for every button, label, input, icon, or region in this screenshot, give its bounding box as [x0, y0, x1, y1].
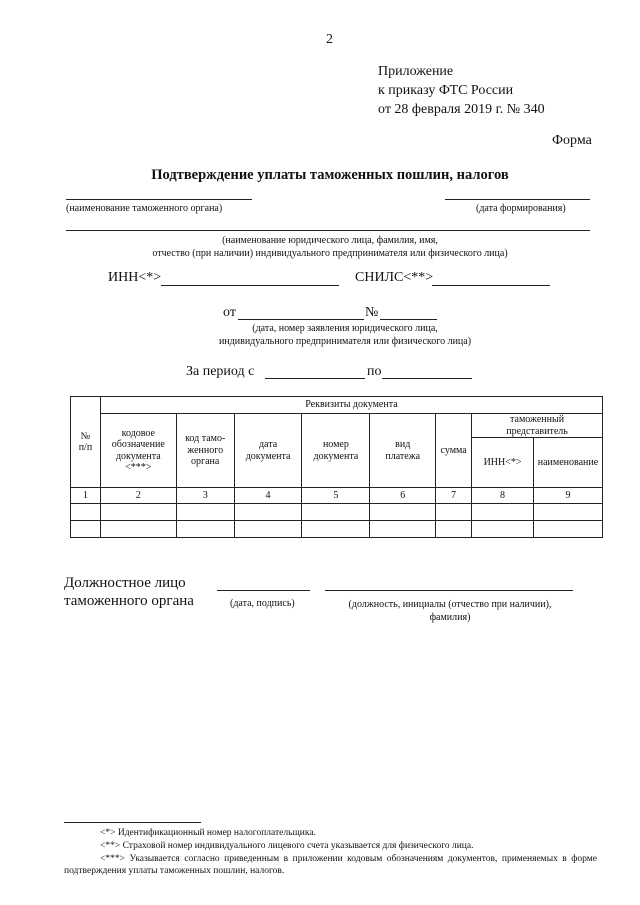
footnote-2: <**> Страховой номер индивидуального лицевого счета указывается для физического лица. — [100, 841, 474, 851]
period-from-line[interactable] — [265, 378, 365, 379]
payments-table — [70, 396, 603, 538]
date-formed-line[interactable] — [445, 199, 590, 200]
col-number-3: 3 — [176, 488, 234, 504]
footnote-3: <***> Указывается согласно приведенным в приложении кодовым обозначениям документов, применяемых в форме подтверждения уплаты таможенных пошлин, налогов. — [64, 854, 597, 877]
position-caption-line-1: (должность, инициалы (отчество при наличии), — [348, 599, 552, 610]
customs-body-caption: (наименование таможенного органа) — [66, 203, 223, 214]
date-formed-caption: (дата формирования) — [476, 203, 566, 214]
application-date-line[interactable] — [238, 319, 364, 320]
date-signature-caption: (дата, подпись) — [230, 598, 295, 609]
application-caption-line-2: индивидуального предпринимателя или физического лица) — [218, 336, 472, 347]
col-number-4: 4 — [234, 488, 302, 504]
position-caption — [330, 598, 570, 624]
customs-body-line[interactable] — [66, 199, 252, 200]
payer-name-line[interactable] — [66, 230, 590, 231]
date-signature-line[interactable] — [217, 590, 310, 591]
header-customs-code: код тамо- женного органа — [176, 414, 234, 488]
position-caption-line-2: фамилия) — [429, 612, 471, 623]
inn-line[interactable] — [161, 285, 339, 286]
header-customs-representative: таможенный представитель — [472, 414, 603, 438]
table-row[interactable] — [71, 504, 603, 521]
header-num: № п/п — [71, 397, 101, 488]
header-code: кодовое обозначение документа <***> — [100, 414, 176, 488]
col-number-9: 9 — [533, 488, 602, 504]
col-number-8: 8 — [472, 488, 534, 504]
payer-caption-line-1: (наименование юридического лица, фамилия, имя, — [222, 235, 438, 246]
official-label — [64, 574, 194, 610]
official-label-line-2: таможенного органа — [64, 593, 194, 609]
col-number-5: 5 — [302, 488, 370, 504]
form-label: Форма — [552, 133, 592, 148]
col-number-7: 7 — [436, 488, 472, 504]
snils-label: СНИЛС<**> — [355, 270, 434, 285]
application-number-line[interactable] — [380, 319, 437, 320]
period-label: За период с — [186, 364, 255, 379]
appendix-header — [378, 62, 545, 119]
appendix-line-3: от 28 февраля 2019 г. № 340 — [378, 102, 545, 117]
period-to-line[interactable] — [382, 378, 472, 379]
col-number-2: 2 — [100, 488, 176, 504]
from-label: от — [223, 305, 236, 320]
form-title: Подтверждение уплаты таможенных пошлин, налогов — [151, 167, 509, 183]
col-number-1: 1 — [71, 488, 101, 504]
appendix-line-2: к приказу ФТС России — [378, 83, 514, 98]
position-line[interactable] — [325, 590, 573, 591]
header-payment-type: вид платежа — [370, 414, 436, 488]
period-to-label: по — [367, 364, 382, 379]
header-doc-number: номер документа — [302, 414, 370, 488]
inn-label: ИНН<*> — [108, 270, 162, 285]
application-caption — [180, 322, 510, 348]
footnote-1: <*> Идентификационный номер налогоплательщика. — [100, 828, 316, 838]
header-rep-name: наименование — [533, 438, 602, 488]
appendix-line-1: Приложение — [378, 64, 454, 79]
snils-line[interactable] — [432, 285, 550, 286]
official-label-line-1: Должностное лицо — [64, 575, 186, 591]
application-caption-line-1: (дата, номер заявления юридического лица, — [252, 323, 438, 334]
payer-caption-line-2: отчество (при наличии) индивидуального предпринимателя или физического лица) — [152, 248, 508, 259]
page-number: 2 — [326, 32, 333, 47]
header-sum: сумма — [436, 414, 472, 488]
footnote-separator — [64, 822, 201, 823]
header-doc-date: дата документа — [234, 414, 302, 488]
table-row[interactable] — [71, 521, 603, 538]
payer-caption — [0, 234, 640, 260]
col-number-6: 6 — [370, 488, 436, 504]
header-rep-inn: ИНН<*> — [472, 438, 534, 488]
header-document-details: Реквизиты документа — [100, 397, 602, 414]
number-label: № — [365, 305, 379, 320]
